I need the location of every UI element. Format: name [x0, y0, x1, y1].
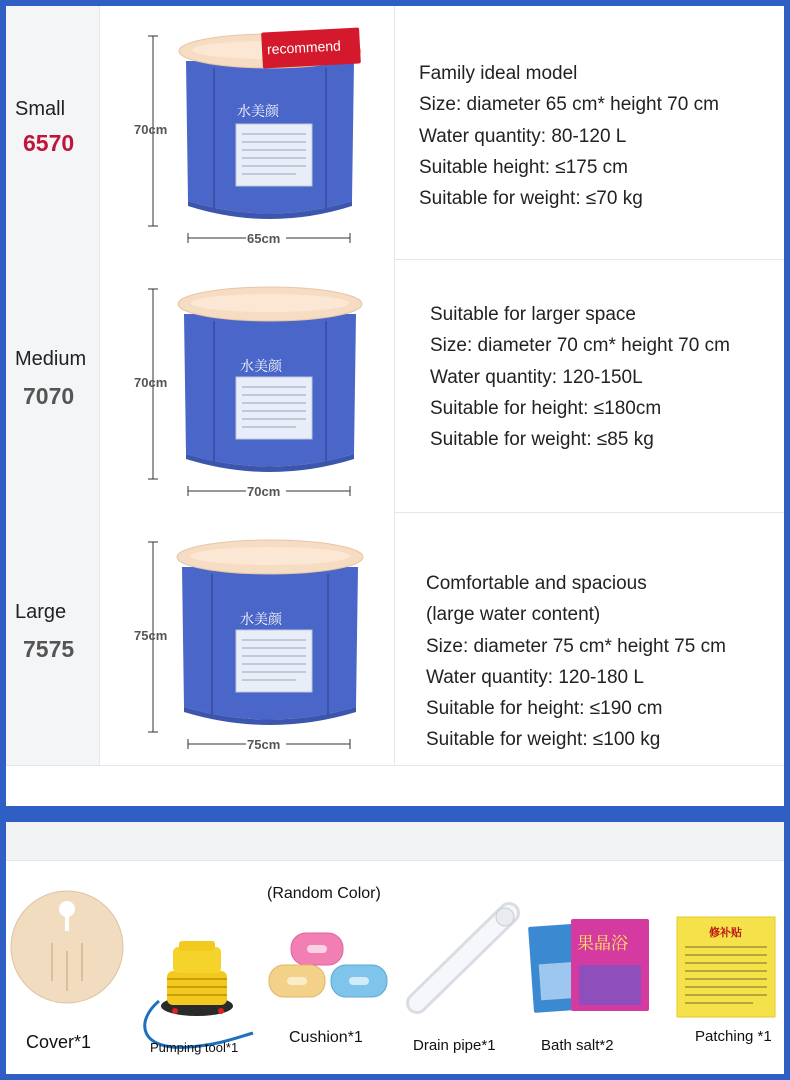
size-code: 7070: [23, 383, 75, 409]
spec-line: Water quantity: 80-120 L: [419, 125, 627, 147]
spec-row-medium: [6, 259, 784, 513]
spec-line: Suitable for weight: ≤85 kg: [430, 429, 654, 451]
height-label: 70cm: [134, 375, 168, 390]
spec-line: Size: diameter 70 cm* height 70 cm: [430, 335, 730, 357]
bath-salt-text: 果晶浴: [577, 934, 628, 954]
accessory-label: Bath salt*2: [541, 1037, 614, 1054]
accessories-panel: [6, 822, 784, 1074]
spec-line: Suitable for weight: ≤100 kg: [426, 729, 661, 751]
tub-brand-mark: 水美颜: [237, 104, 279, 120]
spec-line: Comfortable and spacious: [426, 573, 647, 594]
width-label: 70cm: [247, 484, 281, 499]
spec-line: Suitable for weight: ≤70 kg: [419, 188, 643, 210]
tub-image-large: [100, 512, 395, 765]
spec-list-small: [419, 58, 719, 214]
accessory-label: Pumping tool*1: [150, 1040, 239, 1055]
accessory-cushion: [261, 861, 394, 1074]
size-cell-small: [6, 6, 100, 259]
accessory-label: Cover*1: [26, 1032, 92, 1052]
size-name: Large: [15, 601, 67, 623]
spec-row-small: [6, 6, 784, 260]
spec-line: Water quantity: 120-180 L: [426, 666, 644, 688]
accessory-label: Drain pipe*1: [413, 1037, 496, 1054]
spec-line: Suitable height: ≤175 cm: [419, 156, 628, 178]
cushion-color-note: (Random Color): [267, 885, 381, 902]
spec-line: Size: diameter 65 cm* height 70 cm: [419, 94, 719, 116]
spec-line: Water quantity: 120-150L: [430, 366, 643, 388]
height-label: 70cm: [134, 122, 168, 137]
size-cell-large: [6, 512, 100, 765]
size-name: Medium: [15, 348, 87, 370]
recommend-badge: recommend: [261, 27, 361, 68]
width-label: 65cm: [247, 231, 281, 246]
size-code: 6570: [23, 130, 75, 156]
accessory-drain-pipe: [393, 861, 526, 1074]
spec-line: Family ideal model: [419, 63, 578, 84]
size-cell-medium: [6, 259, 100, 512]
accessory-bath-salt: [525, 861, 658, 1074]
tub-brand-mark: 水美颜: [240, 359, 282, 375]
spec-line: (large water content): [426, 604, 601, 626]
spec-line: Suitable for height: ≤190 cm: [426, 698, 663, 720]
tub-image-small: [100, 6, 395, 259]
size-code: 7575: [23, 636, 75, 662]
spec-list-large: [426, 568, 726, 756]
width-label: 75cm: [247, 737, 281, 752]
accessory-label: Cushion*1: [289, 1029, 363, 1046]
spec-row-large: [6, 512, 784, 766]
specs-panel: [6, 6, 784, 806]
patch-title: 修补贴: [709, 926, 742, 939]
spec-list-medium: [430, 299, 730, 455]
tub-image-medium: [100, 259, 395, 512]
accessories-header: [6, 822, 784, 861]
spec-line: Suitable for height: ≤180cm: [430, 397, 662, 419]
section-divider: [0, 806, 790, 820]
accessory-cover: [6, 861, 130, 1074]
spec-line: Size: diameter 75 cm* height 75 cm: [426, 635, 726, 657]
size-name: Small: [15, 98, 66, 120]
accessory-pumping-tool: [129, 861, 262, 1074]
tub-brand-mark: 水美颜: [240, 612, 282, 628]
spec-line: Suitable for larger space: [430, 304, 636, 325]
accessory-patching: [657, 861, 784, 1074]
accessory-label: Patching *1: [695, 1028, 772, 1045]
height-label: 75cm: [134, 628, 168, 643]
